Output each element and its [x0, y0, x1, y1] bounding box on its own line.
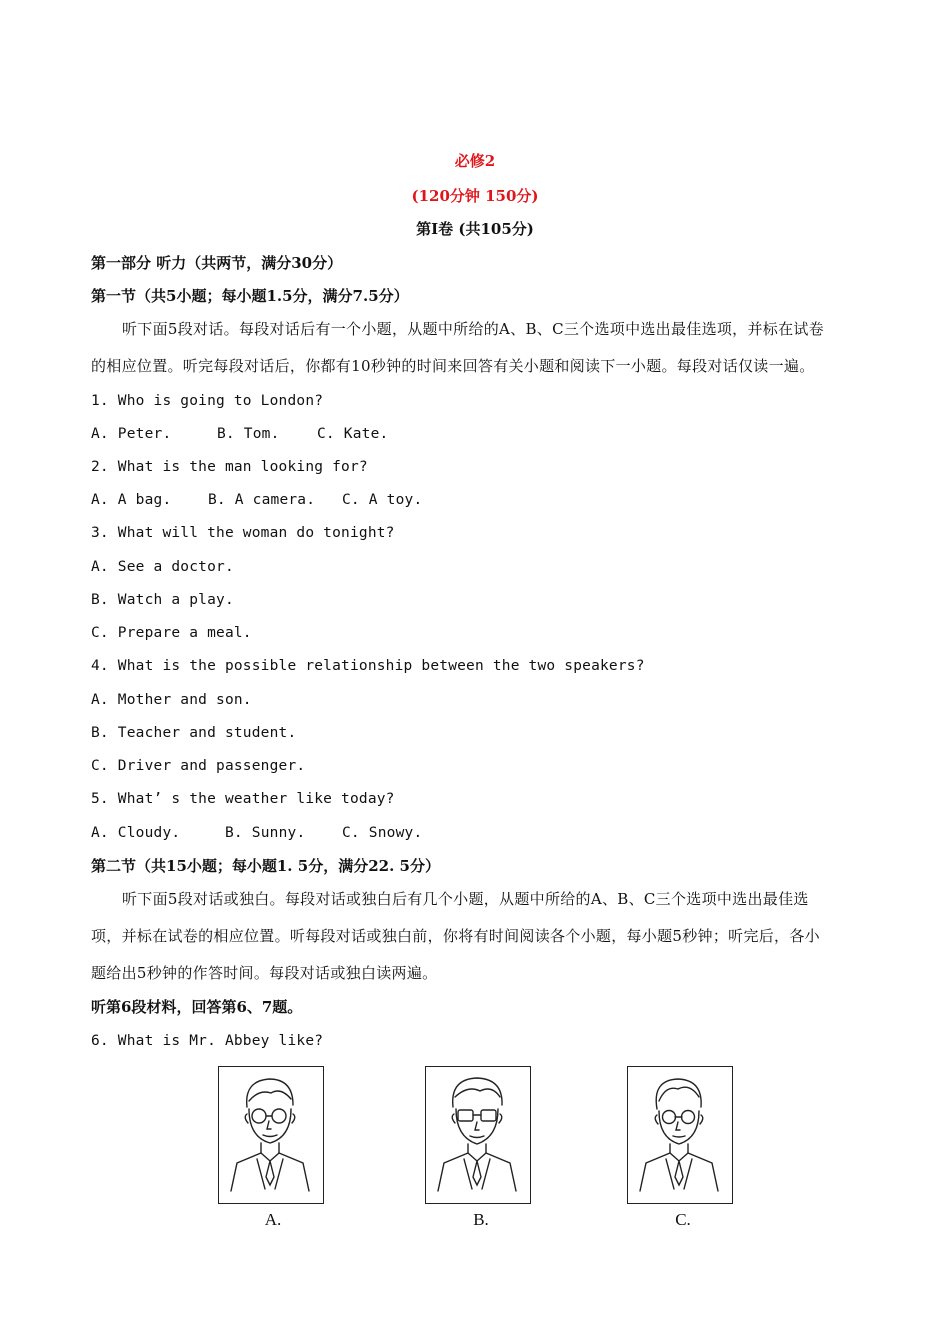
- question-4-option-b: B. Teacher and student.: [91, 725, 297, 741]
- option-a: A. A bag.: [91, 492, 172, 508]
- question-3-option-a: A. See a doctor.: [91, 559, 234, 575]
- option-c: C. Snowy.: [342, 825, 423, 841]
- section2-instructions-line3: 题给出5秒钟的作答时间。每段对话或独白读两遍。: [91, 964, 438, 982]
- portrait-picture-a: [218, 1066, 324, 1204]
- section1-instructions-line1: 听下面5段对话。每段对话后有一个小题，从题中所给的A、B、C三个选项中选出最佳选项，并标在试卷: [122, 320, 824, 338]
- man-with-glasses-portrait-c: [628, 1067, 731, 1202]
- question-5: 5. What’ s the weather like today?: [91, 791, 395, 807]
- question-2-options: [91, 490, 422, 510]
- material-6-heading: 听第6段材料，回答第6、7题。: [91, 998, 303, 1016]
- portrait-picture-c: [627, 1066, 733, 1204]
- question-1-options: [91, 424, 388, 444]
- section1-heading: 第一节（共5小题；每小题1.5分，满分7.5分）: [91, 287, 409, 305]
- question-3-option-c: C. Prepare a meal.: [91, 625, 252, 641]
- question-4-option-c: C. Driver and passenger.: [91, 758, 306, 774]
- option-b: B. Sunny.: [225, 825, 306, 841]
- section2-heading: 第二节（共15小题；每小题1. 5分，满分22. 5分）: [91, 857, 440, 875]
- option-a: A. Peter.: [91, 426, 172, 442]
- man-with-glasses-portrait-b: [426, 1067, 529, 1202]
- option-c: C. A toy.: [342, 492, 423, 508]
- option-b: B. A camera.: [208, 492, 316, 508]
- portrait-picture-b: [425, 1066, 531, 1204]
- part1-heading: 第一部分 听力（共两节，满分30分）: [91, 254, 343, 272]
- man-with-glasses-portrait-a: [219, 1067, 322, 1202]
- question-2: 2. What is the man looking for?: [91, 459, 368, 475]
- option-c: C. Kate.: [317, 426, 389, 442]
- option-a: A. Cloudy.: [91, 825, 181, 841]
- section2-instructions-line1: 听下面5段对话或独白。每段对话或独白后有几个小题，从题中所给的A、B、C三个选项中选出最佳选: [122, 890, 809, 908]
- page-title: 必修2: [454, 152, 496, 170]
- exam-duration-score: (120分钟 150分): [411, 187, 539, 205]
- volume-heading: 第Ⅰ卷 (共105分): [416, 220, 534, 238]
- picture-a-label: A.: [264, 1210, 282, 1229]
- option-b: B. Tom.: [217, 426, 280, 442]
- question-4-option-a: A. Mother and son.: [91, 692, 252, 708]
- section1-instructions-line2: 的相应位置。听完每段对话后，你都有10秒钟的时间来回答有关小题和阅读下一小题。每段对话仅读一遍。: [91, 357, 815, 375]
- question-3-option-b: B. Watch a play.: [91, 592, 234, 608]
- question-4: 4. What is the possible relationship between the two speakers?: [91, 658, 645, 674]
- question-5-options: [91, 823, 422, 843]
- picture-c-label: C.: [675, 1210, 691, 1229]
- question-1: 1. Who is going to London?: [91, 393, 324, 409]
- question-6: 6. What is Mr. Abbey like?: [91, 1033, 324, 1049]
- picture-b-label: B.: [473, 1210, 489, 1229]
- question-3: 3. What will the woman do tonight?: [91, 525, 395, 541]
- section2-instructions-line2: 项，并标在试卷的相应位置。听每段对话或独白前，你将有时间阅读各个小题，每小题5秒钟；听完后，各小: [91, 927, 820, 945]
